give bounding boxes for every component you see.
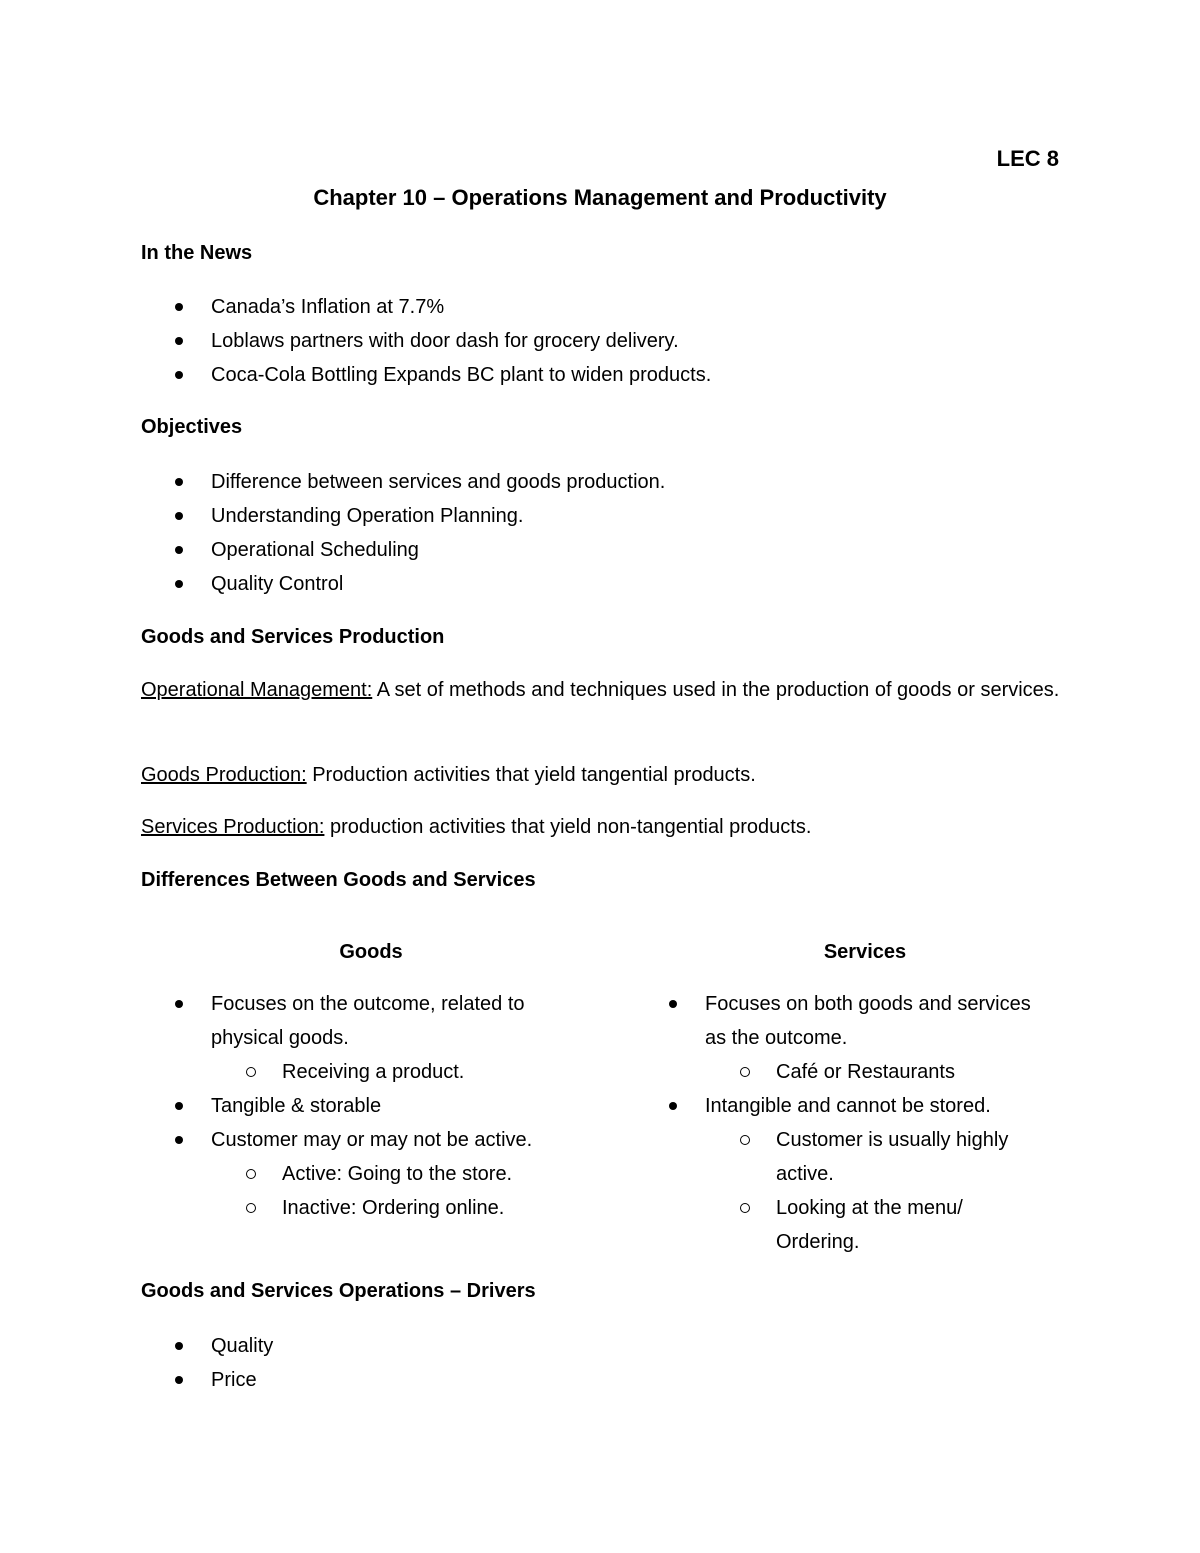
definition-text: production activities that yield non-tangential products.: [324, 816, 812, 838]
sub-list-item: [635, 1123, 1095, 1191]
definition-term: Services Production:: [141, 816, 325, 838]
list-item: Customer may or may not be active.: [141, 1123, 601, 1157]
news-list: [141, 290, 1091, 392]
list-item: [635, 987, 1095, 1055]
news-heading: In the News: [141, 242, 253, 264]
list-item: Understanding Operation Planning.: [141, 499, 1091, 533]
objectives-heading: Objectives: [141, 416, 243, 438]
page-title: Chapter 10 – Operations Management and Productivity: [313, 185, 887, 210]
list-item: Quality: [141, 1329, 1091, 1363]
definition-text: Production activities that yield tangential products.: [306, 764, 756, 786]
goods-column: [141, 935, 601, 1225]
definition-services-production: [141, 811, 1061, 844]
list-item: Canada’s Inflation at 7.7%: [141, 290, 1091, 324]
list-item: Price: [141, 1363, 1091, 1397]
list-item: Loblaws partners with door dash for grocery delivery.: [141, 324, 1091, 358]
list-item: Operational Scheduling: [141, 533, 1091, 567]
definition-term: Operational Management:: [141, 679, 373, 701]
definition-text: A set of methods and techniques used in the production of goods or services.: [372, 679, 1060, 701]
list-item: Coca-Cola Bottling Expands BC plant to widen products.: [141, 358, 1091, 392]
sub-list-item: Inactive: Ordering online.: [141, 1191, 601, 1225]
goods-heading: Goods: [339, 941, 403, 963]
list-item-text: Focuses on the outcome, related to: [211, 993, 525, 1015]
list-item-text: as the outcome.: [705, 1027, 848, 1049]
services-column: [635, 935, 1095, 1259]
lecture-label: LEC 8: [996, 146, 1059, 171]
list-item-text: physical goods.: [211, 1027, 349, 1049]
list-item-text: Looking at the menu/: [776, 1197, 963, 1219]
sub-list-item: Receiving a product.: [141, 1055, 601, 1089]
sub-list-item: Café or Restaurants: [635, 1055, 1095, 1089]
list-item: [141, 987, 601, 1055]
drivers-heading: Goods and Services Operations – Drivers: [141, 1280, 536, 1302]
services-heading: Services: [823, 941, 907, 963]
list-item-text: active.: [776, 1163, 834, 1185]
list-item-text: Ordering.: [776, 1231, 860, 1253]
objectives-list: [141, 465, 1091, 601]
list-item: Tangible & storable: [141, 1089, 601, 1123]
drivers-list: [141, 1329, 1091, 1397]
sub-list-item: [635, 1191, 1095, 1259]
definition-operational-management: [141, 674, 1061, 707]
production-heading: Goods and Services Production: [141, 626, 445, 648]
list-item: Difference between services and goods production.: [141, 465, 1091, 499]
sub-list-item: Active: Going to the store.: [141, 1157, 601, 1191]
definition-term: Goods Production:: [141, 764, 307, 786]
list-item: Intangible and cannot be stored.: [635, 1089, 1095, 1123]
definition-goods-production: [141, 759, 1061, 792]
differences-heading: Differences Between Goods and Services: [141, 869, 536, 891]
list-item: Quality Control: [141, 567, 1091, 601]
list-item-text: Customer is usually highly: [776, 1129, 1009, 1151]
list-item-text: Focuses on both goods and services: [705, 993, 1031, 1015]
